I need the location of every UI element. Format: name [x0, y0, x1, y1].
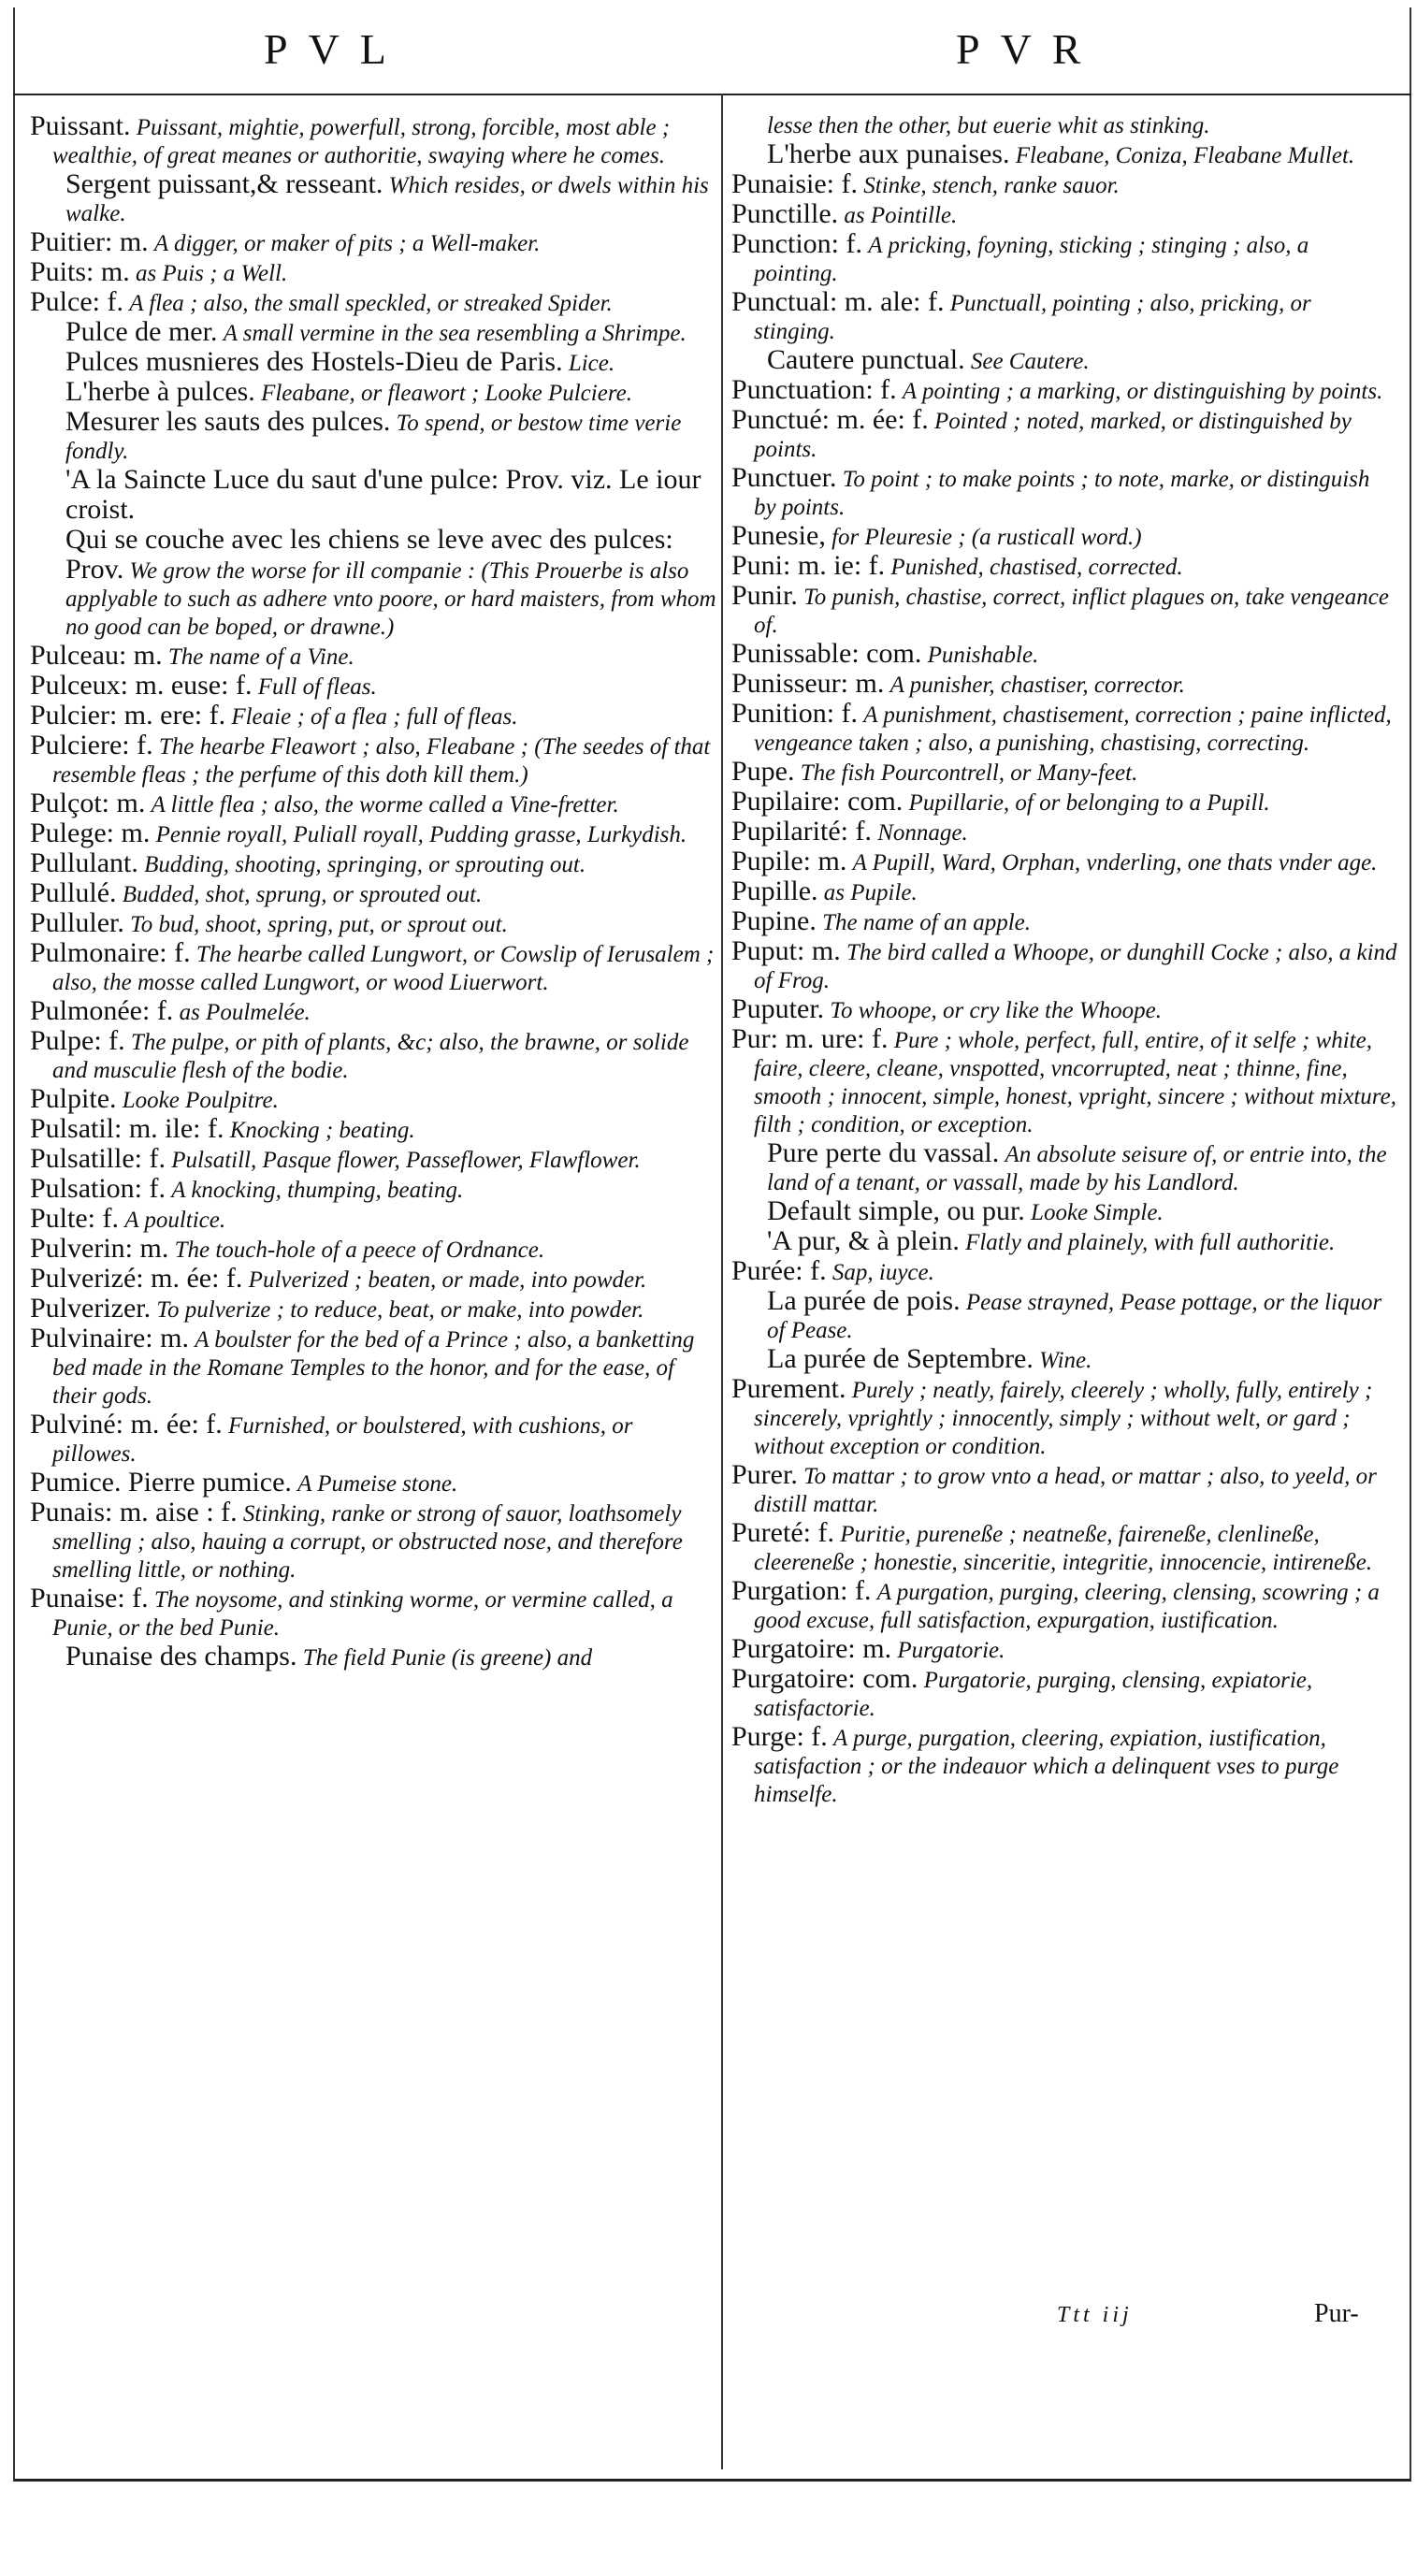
entry-gloss: A purgation, purging, cleering, clensing, scowring ; a good excuse, full satisfaction, expurgation, iustification. — [754, 1580, 1380, 1633]
dictionary-entry — [731, 552, 1397, 582]
dictionary-entry — [43, 466, 717, 526]
entry-gloss: Purgatorie. — [897, 1638, 1005, 1663]
entry-headword: Pulcier: m. ere: f. — [30, 700, 226, 731]
dictionary-entry — [731, 700, 1397, 758]
catchword: Pur- — [1314, 2299, 1359, 2328]
entry-headword: 'A la Saincte Luce du saut d'une pulce: Prov. viz. Le iour croist. — [65, 464, 701, 525]
dictionary-entry — [30, 258, 717, 288]
entry-gloss: as Puis ; a Well. — [135, 261, 288, 286]
entry-gloss: Nonnage. — [877, 820, 968, 846]
dictionary-entry — [731, 877, 1397, 907]
entry-gloss: The fish Pourcontrell, or Many-feet. — [800, 760, 1138, 786]
dictionary-entry — [731, 847, 1397, 877]
entry-headword: Pulceau: m. — [30, 640, 163, 671]
entry-headword: Punisseur: m. — [731, 668, 885, 699]
dictionary-entry — [30, 939, 717, 997]
dictionary-entry — [745, 1197, 1397, 1227]
entry-headword: Pulege: m. — [30, 818, 151, 848]
entry-headword: Qui se couche avec les chiens se leve avec des pulces: Prov. — [65, 524, 673, 585]
entry-headword: Punctual: m. ale: f. — [731, 286, 945, 317]
dictionary-entry — [43, 526, 717, 642]
dictionary-entry — [731, 522, 1397, 552]
dictionary-entry — [30, 879, 717, 909]
entry-gloss: Flatly and plainely, with full authoritie. — [965, 1230, 1336, 1255]
dictionary-entry — [43, 348, 717, 378]
entry-headword: Purée: f. — [731, 1255, 827, 1286]
entry-headword: Pulsation: f. — [30, 1173, 166, 1204]
entry-gloss: for Pleuresie ; (a rusticall word.) — [831, 525, 1142, 550]
entry-headword: Pupilaire: com. — [731, 786, 904, 817]
entry-gloss: A pointing ; a marking, or distinguishing by points. — [902, 379, 1383, 404]
entry-headword: Mesurer les sauts des pulces. — [65, 406, 391, 437]
entry-gloss: Puritie, pureneße ; neatneße, faireneße, clenlineße, cleereneße ; honestie, sinceritie, integritie, innocencie, intireneße. — [754, 1522, 1373, 1575]
entry-gloss: The pulpe, or pith of plants, &c; also, the brawne, or solide and musculie flesh of the bodie. — [52, 1030, 689, 1083]
entry-headword: Pulverin: m. — [30, 1233, 169, 1264]
entry-headword: Pure perte du vassal. — [767, 1137, 1000, 1168]
entry-headword: Puni: m. ie: f. — [731, 550, 886, 581]
entry-headword: Pullulant. — [30, 847, 138, 878]
entry-gloss: Fleabane, Coniza, Fleabane Mullet. — [1015, 143, 1355, 168]
entry-gloss: To whoope, or cry like the Whoope. — [830, 998, 1162, 1023]
entry-gloss: To punish, chastise, correct, inflict plagues on, take vengeance of. — [754, 585, 1389, 638]
entry-gloss: Lice. — [568, 351, 615, 376]
entry-headword: Pureté: f. — [731, 1517, 834, 1548]
entry-gloss: Punished, chastised, corrected. — [890, 555, 1183, 580]
entry-gloss: as Pupile. — [823, 880, 918, 905]
entry-headword: L'herbe à pulces. — [65, 376, 255, 407]
dictionary-entry — [731, 230, 1397, 288]
entry-headword: Punition: f. — [731, 698, 859, 729]
entry-gloss: To point ; to make points ; to note, marke, or distinguish by points. — [754, 467, 1370, 520]
dictionary-entry — [731, 170, 1397, 200]
dictionary-entry — [30, 819, 717, 849]
entry-headword: Punaisie: f. — [731, 168, 858, 199]
dictionary-entry — [745, 346, 1397, 376]
entry-gloss: Knocking ; beating. — [229, 1118, 415, 1143]
dictionary-entry — [43, 408, 717, 466]
entry-gloss: A small vermine in the sea resembling a Shrimpe. — [223, 321, 687, 346]
dictionary-entry — [731, 1635, 1397, 1665]
entry-headword: Pumice. Pierre pumice. — [30, 1467, 292, 1498]
entry-gloss: A digger, or maker of pits ; a Well-maker. — [153, 231, 541, 256]
dictionary-entry — [30, 1324, 717, 1411]
dictionary-entry — [731, 582, 1397, 640]
entry-gloss: Purgatorie, purging, clensing, expiatorie, satisfactorie. — [754, 1668, 1313, 1721]
entry-gloss: Pennie royall, Puliall royall, Pudding grasse, Lurkydish. — [155, 822, 687, 847]
dictionary-entry — [30, 1175, 717, 1205]
dictionary-entry — [731, 1025, 1397, 1139]
dictionary-entry — [731, 1665, 1397, 1723]
entry-gloss: Pointed ; noted, marked, or distinguished by points. — [754, 409, 1352, 462]
dictionary-entry — [731, 464, 1397, 522]
entry-gloss: Pease strayned, Pease pottage, or the liquor of Pease. — [767, 1290, 1382, 1343]
dictionary-entry — [30, 112, 717, 170]
entry-headword: Pulverizer. — [30, 1293, 152, 1324]
dictionary-entry — [731, 907, 1397, 937]
dictionary-entry — [30, 1498, 717, 1585]
running-head-right: PVR — [956, 25, 1102, 73]
dictionary-entry — [745, 1227, 1397, 1257]
entry-headword: Punctué: m. ée: f. — [731, 404, 929, 435]
entry-gloss: as Pointille. — [844, 203, 958, 228]
entry-headword: Punaise: f. — [30, 1583, 149, 1614]
dictionary-entry — [731, 670, 1397, 700]
entry-headword: Pupile: m. — [731, 846, 847, 876]
entry-gloss: A Pumeise stone. — [297, 1471, 458, 1497]
entry-headword: Punction: f. — [731, 228, 862, 259]
dictionary-entry — [43, 318, 717, 348]
dictionary-entry — [731, 1461, 1397, 1519]
entry-headword: Pulverizé: m. ée: f. — [30, 1263, 243, 1294]
dictionary-entry — [30, 1145, 717, 1175]
entry-gloss: The hearbe Fleawort ; also, Fleabane ; (The seedes of that resemble fleas ; the perfume of this doth kill them.) — [52, 734, 711, 788]
entry-gloss: A pricking, foyning, sticking ; stinging ; also, a pointing. — [754, 233, 1309, 286]
entry-gloss: The field Punie (is greene) and — [302, 1645, 593, 1671]
dictionary-entry — [30, 228, 717, 258]
entry-gloss: To pulverize ; to reduce, beat, or make, into powder. — [156, 1297, 644, 1323]
entry-gloss: The hearbe called Lungwort, or Cowslip of Ierusalem ; also, the mosse called Lungwort, or wood Liuerwort. — [52, 942, 715, 995]
entry-gloss: Stinke, stench, ranke sauor. — [863, 173, 1120, 198]
entry-gloss: Budded, shot, sprung, or sprouted out. — [122, 882, 483, 907]
entry-headword: La purée de Septembre. — [767, 1343, 1034, 1374]
entry-headword: Purge: f. — [731, 1721, 828, 1752]
dictionary-entry — [30, 789, 717, 819]
entry-gloss: The name of a Vine. — [167, 644, 354, 670]
dictionary-entry — [30, 1115, 717, 1145]
entry-headword: Pulciere: f. — [30, 730, 153, 760]
entry-headword: Pulceux: m. euse: f. — [30, 670, 253, 701]
dictionary-entry — [731, 200, 1397, 230]
entry-headword: Pulmonée: f. — [30, 995, 174, 1026]
entry-headword: Pupilarité: f. — [731, 816, 872, 847]
entry-headword: Pulçot: m. — [30, 788, 146, 818]
entry-headword: Punissable: com. — [731, 638, 922, 669]
dictionary-entry — [731, 818, 1397, 847]
dictionary-entry — [30, 849, 717, 879]
entry-headword: Puissant. — [30, 110, 131, 141]
entry-gloss: Pupillarie, of or belonging to a Pupill. — [908, 790, 1270, 816]
entry-gloss: Punctuall, pointing ; also, pricking, or stinging. — [754, 291, 1311, 344]
dictionary-entry — [731, 376, 1397, 406]
entry-headword: Punesie, — [731, 520, 826, 551]
entry-gloss: To mattar ; to grow vnto a head, or mattar ; also, to yeeld, or distill mattar. — [754, 1464, 1377, 1517]
dictionary-entry — [30, 1235, 717, 1265]
dictionary-entry — [30, 731, 717, 789]
entry-headword: Puputer. — [731, 993, 825, 1024]
page-header — [13, 7, 1411, 95]
entry-gloss: A punisher, chastiser, corrector. — [889, 673, 1185, 698]
entry-gloss: Budding, shooting, springing, or sprouting out. — [144, 852, 586, 877]
dictionary-entry — [745, 1287, 1397, 1345]
dictionary-entry — [731, 288, 1397, 346]
dictionary-entry — [745, 1139, 1397, 1197]
entry-headword: Sergent puissant,& resseant. — [65, 168, 383, 199]
dictionary-entry — [30, 1411, 717, 1469]
dictionary-entry — [731, 937, 1397, 995]
column-divider — [721, 94, 723, 2469]
dictionary-entry — [731, 640, 1397, 670]
entry-gloss: A punishment, chastisement, correction ; paine inflicted, vengeance taken ; also, a punishing, chastising, correcting. — [754, 702, 1392, 756]
dictionary-entry — [30, 909, 717, 939]
dictionary-entry — [731, 995, 1397, 1025]
dictionary-entry — [30, 1027, 717, 1085]
entry-headword: Purgatoire: m. — [731, 1633, 892, 1664]
entry-headword: Punctuer. — [731, 462, 837, 493]
dictionary-entry — [30, 288, 717, 318]
entry-headword: Punais: m. aise : f. — [30, 1497, 238, 1527]
entry-gloss: A poultice. — [124, 1208, 226, 1233]
entry-gloss: lesse then the other, but euerie whit as stinking. — [767, 113, 1210, 138]
left-column — [30, 112, 717, 1672]
dictionary-entry — [745, 1345, 1397, 1375]
dictionary-entry — [30, 642, 717, 672]
entry-headword: Pupille. — [731, 876, 818, 906]
entry-gloss: Sap, iuyce. — [831, 1260, 934, 1285]
dictionary-entry — [745, 112, 1397, 140]
dictionary-entry — [30, 702, 717, 731]
entry-gloss: A flea ; also, the small speckled, or streaked Spider. — [129, 291, 613, 316]
dictionary-entry — [30, 997, 717, 1027]
entry-headword: Default simple, ou pur. — [767, 1195, 1025, 1226]
dictionary-entry — [43, 378, 717, 408]
entry-headword: Pullulé. — [30, 877, 117, 908]
entry-gloss: Fleabane, or fleawort ; Looke Pulciere. — [261, 381, 632, 406]
entry-gloss: A little flea ; also, the worme called a Vine-fretter. — [151, 792, 619, 818]
entry-headword: Pulmonaire: f. — [30, 937, 191, 968]
entry-gloss: Wine. — [1039, 1348, 1092, 1373]
entry-headword: Pulsatil: m. ile: f. — [30, 1113, 224, 1144]
entry-gloss: To bud, shoot, spring, put, or sprout out. — [130, 912, 508, 937]
entry-gloss: A boulster for the bed of a Prince ; also, a banketting bed made in the Romane Temples to the honor, and for the ease, of their gods. — [52, 1327, 695, 1409]
entry-headword: Pur: m. ure: f. — [731, 1023, 889, 1054]
entry-headword: Punctuation: f. — [731, 374, 897, 405]
entry-gloss: Stinking, ranke or strong of sauor, loathsomely smelling ; also, hauing a corrupt, or obstructed nose, and therefore smelling little, or nothing. — [52, 1501, 683, 1583]
dictionary-entry — [30, 1085, 717, 1115]
entry-headword: Punctille. — [731, 198, 839, 229]
dictionary-entry — [30, 1205, 717, 1235]
entry-gloss: Which resides, or dwels within his walke. — [65, 173, 709, 226]
entry-gloss: The bird called a Whoope, or dunghill Cocke ; also, a kind of Frog. — [754, 940, 1397, 993]
dictionary-entry — [30, 1295, 717, 1324]
dictionary-entry — [731, 1577, 1397, 1635]
entry-gloss: Looke Poulpitre. — [122, 1088, 279, 1113]
entry-headword: Pulce: f. — [30, 286, 123, 317]
entry-headword: Pulluler. — [30, 907, 124, 938]
entry-headword: Punaise des champs. — [65, 1641, 297, 1672]
entry-gloss: A knocking, thumping, beating. — [171, 1178, 464, 1203]
entry-gloss: The touch-hole of a peece of Ordnance. — [174, 1237, 545, 1263]
entry-gloss: To spend, or bestow time verie fondly. — [65, 411, 682, 464]
entry-gloss: Pure ; whole, perfect, full, entire, of it selfe ; white, faire, cleere, cleane, vnspotted, vncorrupted, neat ; thinne, fine, smooth ; innocent, simple, honest, vpright, sincere ; without mixture, filth ; condition, or exception. — [754, 1028, 1396, 1137]
entry-headword: Punir. — [731, 580, 798, 611]
dictionary-entry — [43, 170, 717, 228]
running-head-left: PVL — [264, 25, 407, 73]
entry-gloss: Fleaie ; of a flea ; full of fleas. — [231, 704, 518, 730]
entry-gloss: Full of fleas. — [257, 674, 377, 700]
entry-headword: Pulviné: m. ée: f. — [30, 1409, 223, 1440]
entry-gloss: Purely ; neatly, fairely, cleerely ; wholly, fully, entirely ; sincerely, vprightly ; innocently, simply ; without welt, or gard ; without exception or condition. — [754, 1378, 1373, 1459]
entry-gloss: The name of an apple. — [822, 910, 1031, 935]
entry-gloss: A Pupill, Ward, Orphan, vnderling, one thats vnder age. — [852, 850, 1378, 876]
entry-headword: Puput: m. — [731, 935, 841, 966]
entry-headword: Puitier: m. — [30, 226, 149, 257]
dictionary-entry — [731, 1375, 1397, 1461]
entry-gloss: Pulsatill, Pasque flower, Passeflower, Flawflower. — [171, 1148, 641, 1173]
dictionary-entry — [43, 1643, 717, 1672]
entry-headword: Cautere punctual. — [767, 344, 965, 375]
dictionary-entry — [731, 788, 1397, 818]
right-column — [731, 112, 1397, 1809]
entry-headword: Pupe. — [731, 756, 795, 787]
entry-headword: Pulte: f. — [30, 1203, 119, 1234]
entry-headword: La purée de pois. — [767, 1285, 961, 1316]
dictionary-entry — [30, 672, 717, 702]
dictionary-entry — [731, 1257, 1397, 1287]
dictionary-entry — [731, 1519, 1397, 1577]
entry-headword: Pulce de mer. — [65, 316, 218, 347]
entry-gloss: An absolute seisure of, or entrie into, the land of a tenant, or vassall, made by his Landlord. — [767, 1142, 1387, 1195]
dictionary-entry — [30, 1585, 717, 1643]
entry-headword: Pupine. — [731, 905, 817, 936]
entry-gloss: Furnished, or boulstered, with cushions, or pillowes. — [52, 1413, 633, 1467]
entry-gloss: We grow the worse for ill companie : (This Prouerbe is also applyable to such as adhere vnto poore, or hard maisters, from whom no good can be boped, or drawne.) — [65, 558, 716, 640]
entry-gloss: Looke Simple. — [1031, 1200, 1164, 1225]
entry-gloss: See Cautere. — [970, 349, 1090, 374]
dictionary-entry — [30, 1469, 717, 1498]
dictionary-entry — [731, 758, 1397, 788]
dictionary-entry — [731, 1723, 1397, 1809]
entry-headword: L'herbe aux punaises. — [767, 138, 1010, 169]
entry-headword: Purgatoire: com. — [731, 1663, 918, 1694]
entry-gloss: A purge, purgation, cleering, expiation, iustification, satisfaction ; or the indeauor which a delinquent vses to purge himselfe. — [754, 1726, 1339, 1807]
entry-gloss: as Poulmelée. — [179, 1000, 311, 1025]
entry-headword: Puits: m. — [30, 256, 130, 287]
entry-gloss: The noysome, and stinking worme, or vermine called, a Punie, or the bed Punie. — [52, 1587, 673, 1641]
entry-headword: Pulpite. — [30, 1083, 117, 1114]
entry-headword: Pulpe: f. — [30, 1025, 125, 1056]
entry-headword: Pulces musnieres des Hostels-Dieu de Paris. — [65, 346, 563, 377]
dictionary-entry — [30, 1265, 717, 1295]
dictionary-entry — [731, 406, 1397, 464]
dictionary-entry — [745, 140, 1397, 170]
entry-gloss: Punishable. — [927, 643, 1039, 668]
entry-gloss: Pulverized ; beaten, or made, into powder. — [248, 1267, 647, 1293]
entry-gloss: Puissant, mightie, powerfull, strong, forcible, most able ; wealthie, of great meanes or authoritie, swaying where he comes. — [52, 115, 671, 168]
entry-headword: 'A pur, & à plein. — [767, 1225, 960, 1256]
signature-mark: Ttt iij — [1057, 2303, 1133, 2327]
entry-headword: Purement. — [731, 1373, 846, 1404]
entry-headword: Pulvinaire: m. — [30, 1323, 189, 1353]
entry-headword: Purgation: f. — [731, 1575, 872, 1606]
entry-headword: Purer. — [731, 1459, 798, 1490]
entry-headword: Pulsatille: f. — [30, 1143, 166, 1174]
